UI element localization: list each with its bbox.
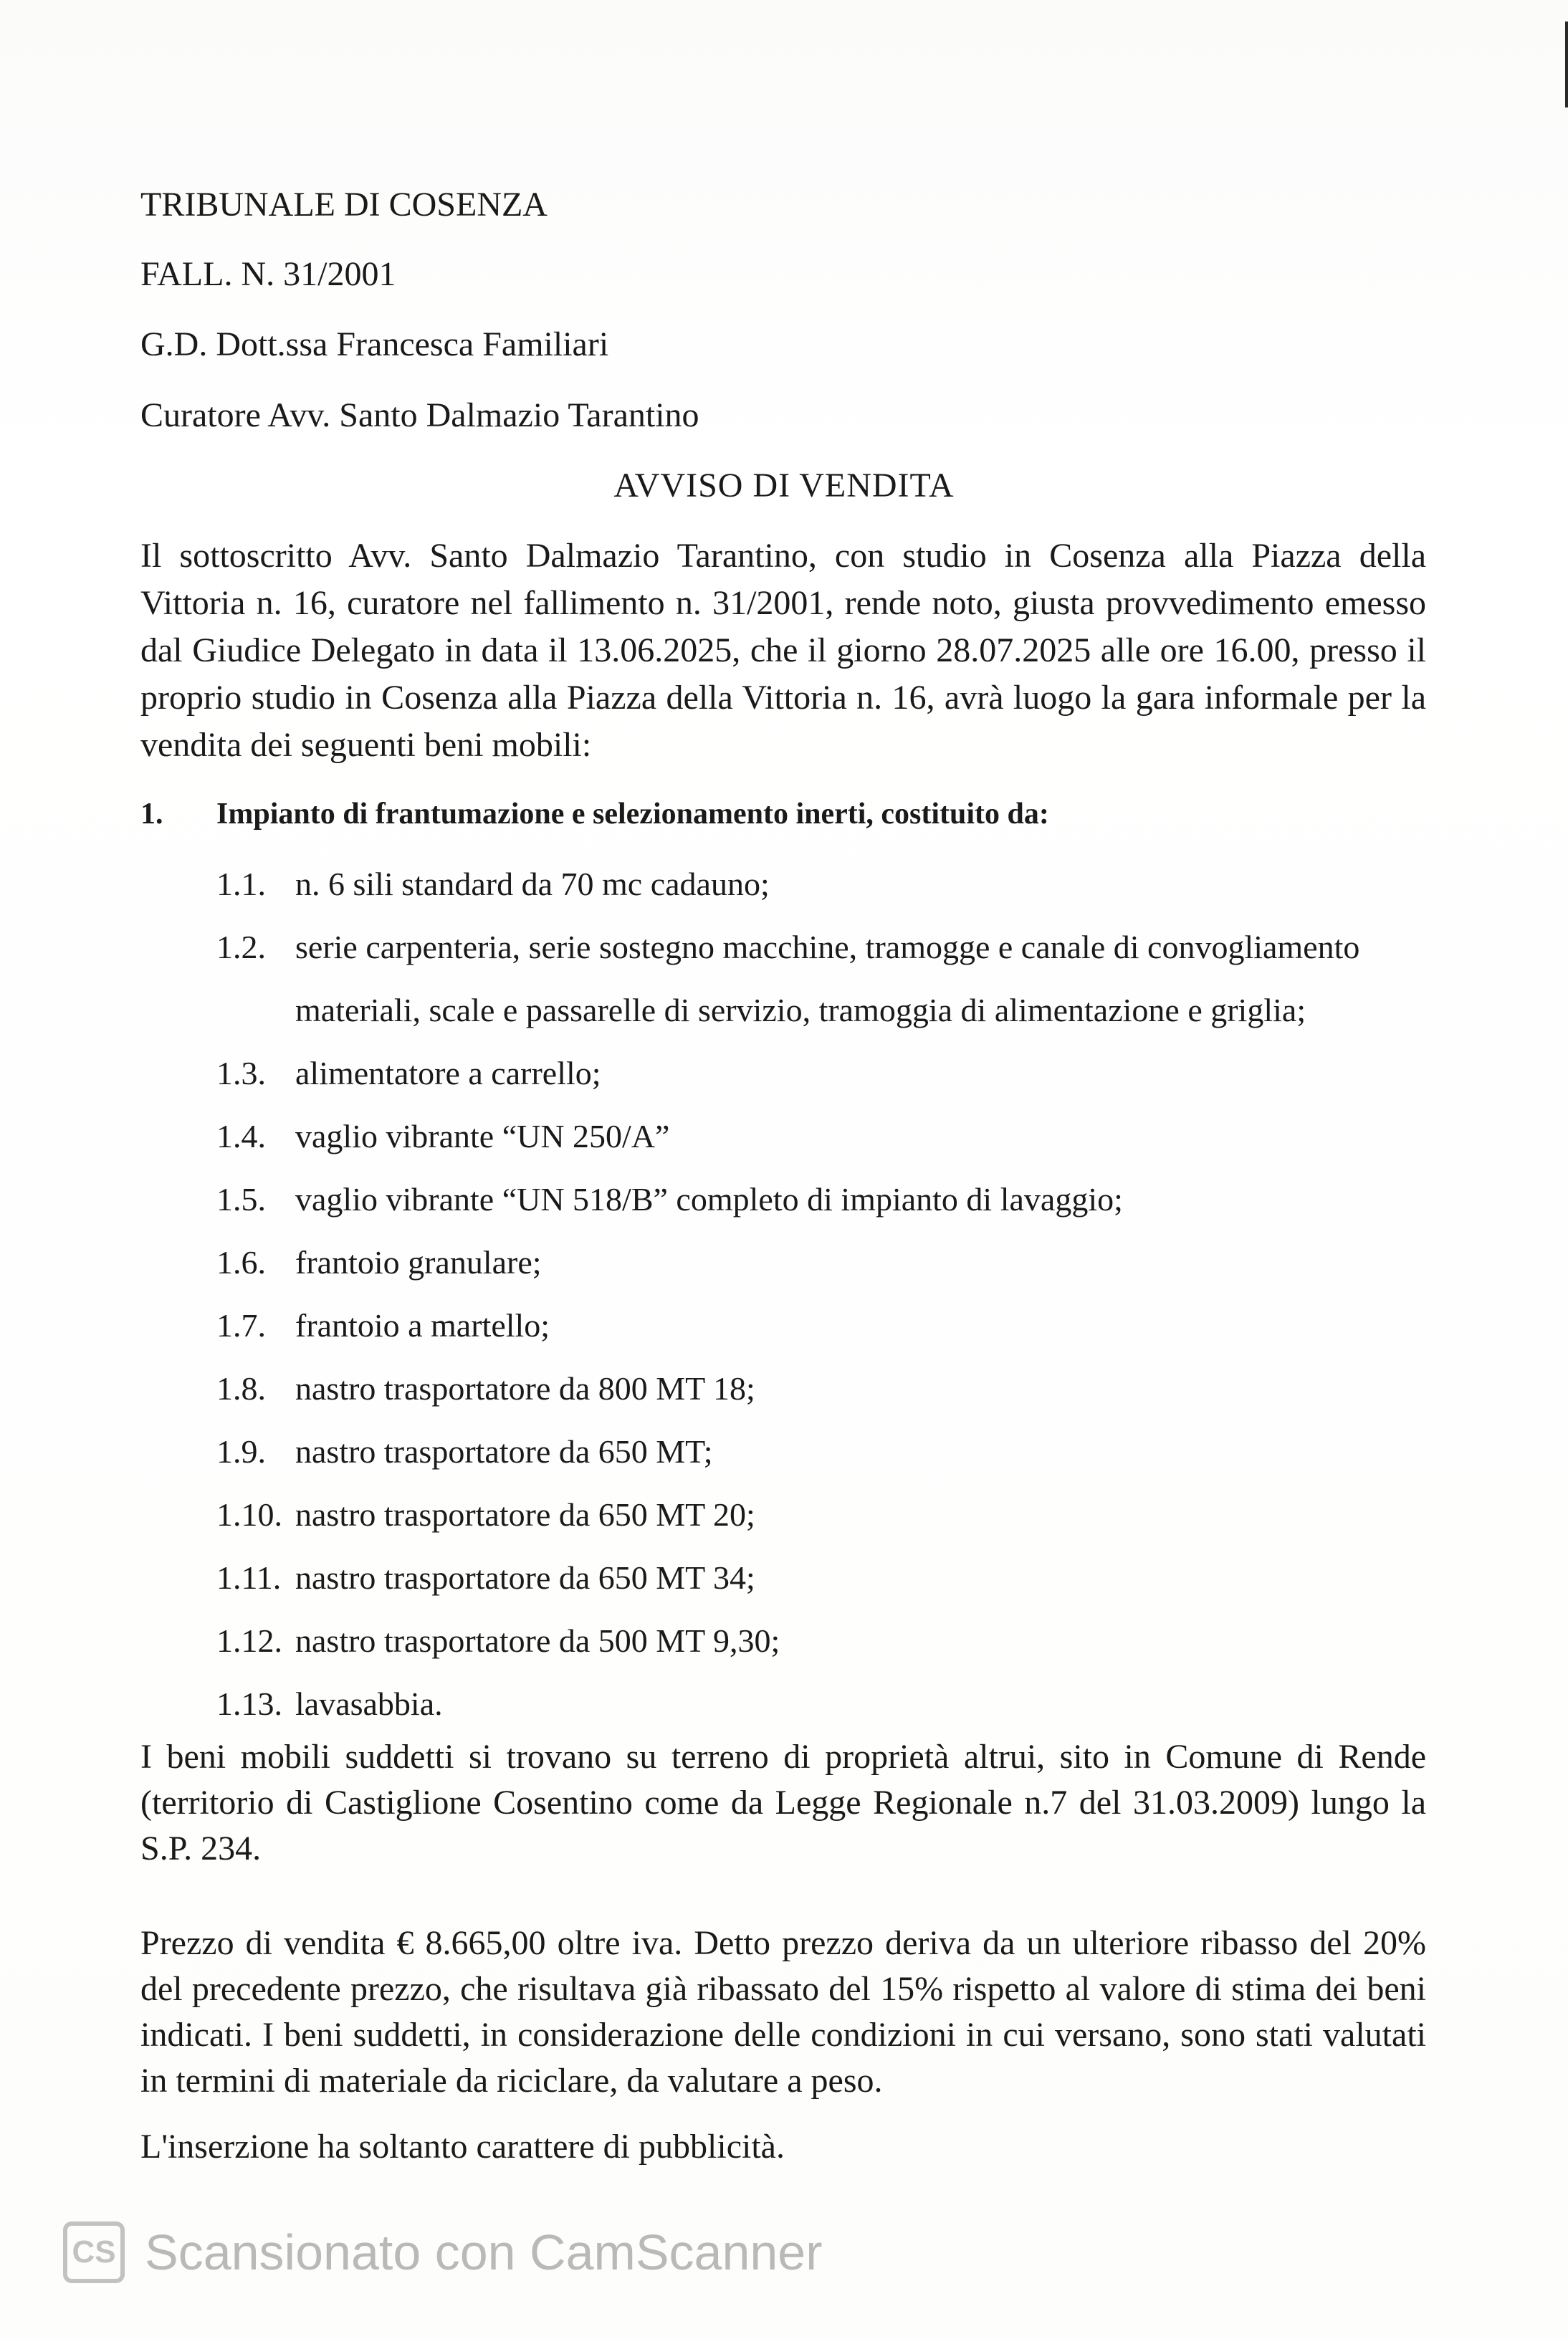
item-text: n. 6 sili standard da 70 mc cadauno; [295, 866, 770, 902]
item-number: 1.4. [216, 1118, 266, 1154]
page-edge-mark [1565, 21, 1568, 107]
item-text: nastro trasportatore da 800 MT 18; [295, 1370, 755, 1407]
item-text: vaglio vibrante “UN 250/A” [295, 1118, 670, 1154]
item-text: serie carpenteria, serie sostegno macchine, tramogge e canale di convogliamento materiali, scale e passarelle di servizio, tramoggia di alimentazione e griglia; [295, 929, 1360, 1028]
watermark-text: Scansionato con CamScanner [145, 2224, 823, 2280]
price-paragraph: Prezzo di vendita € 8.665,00 oltre iva. Detto prezzo deriva da un ulteriore ribasso del 20% del precedente prezzo, che risultava già ribassato del 15% rispetto al valore di stima dei beni indicati. I beni suddetti, in considerazione delle condizioni in cui versano, sono stati valutati in termini di materiale da riciclare, da valutare a peso. [140, 1924, 1426, 2100]
item-list [216, 853, 1449, 1736]
notice-title: AVVISO DI VENDITA [613, 467, 955, 504]
section-heading [140, 794, 1049, 834]
item-number: 1.5. [216, 1181, 266, 1218]
item-text: frantoio granulare; [295, 1244, 542, 1281]
list-item [216, 1673, 1449, 1736]
list-item [216, 1357, 1449, 1420]
disclaimer-paragraph: L'inserzione ha soltanto carattere di pubblicità. [140, 2128, 785, 2166]
item-number: 1.6. [216, 1244, 266, 1281]
list-item [216, 1042, 1449, 1105]
case-number: FALL. N. 31/2001 [140, 255, 396, 293]
item-number: 1.9. [216, 1433, 266, 1470]
item-number: 1.12. [216, 1622, 282, 1659]
list-item [216, 1231, 1449, 1294]
item-number: 1.13. [216, 1685, 282, 1722]
item-text: nastro trasportatore da 650 MT; [295, 1433, 713, 1470]
section-number: 1. [140, 798, 163, 831]
item-text: alimentatore a carrello; [295, 1055, 601, 1091]
curator-name: Curatore Avv. Santo Dalmazio Tarantino [140, 396, 699, 434]
item-number: 1.3. [216, 1055, 266, 1091]
list-item [216, 916, 1449, 1042]
list-item [216, 1294, 1449, 1357]
list-item [216, 853, 1449, 916]
list-item [216, 1420, 1449, 1483]
list-item [216, 1546, 1449, 1609]
item-number: 1.7. [216, 1307, 266, 1344]
item-text: frantoio a martello; [295, 1307, 550, 1344]
list-item [216, 1168, 1449, 1231]
item-number: 1.2. [216, 929, 266, 965]
section-title: Impianto di frantumazione e selezionamento inerti, costituito da: [216, 798, 1049, 831]
item-text: nastro trasportatore da 650 MT 34; [295, 1559, 755, 1596]
list-item [216, 1483, 1449, 1546]
intro-paragraph: Il sottoscritto Avv. Santo Dalmazio Tarantino, con studio in Cosenza alla Piazza della Vittoria n. 16, curatore nel fallimento n. 31/2001, rende noto, giusta provvedimento emesso dal Giudice Delegato in data il 13.06.2025, che il giorno 28.07.2025 alle ore 16.00, presso il proprio studio in Cosenza alla Piazza della Vittoria n. 16, avrà luogo la gara informale per la vendita dei seguenti beni mobili: [140, 537, 1426, 764]
court-name: TRIBUNALE DI COSENZA [140, 186, 548, 224]
item-number: 1.10. [216, 1496, 282, 1533]
camscanner-watermark [63, 2220, 823, 2285]
item-number: 1.1. [216, 866, 266, 902]
item-number: 1.11. [216, 1559, 282, 1596]
location-paragraph: I beni mobili suddetti si trovano su terreno di proprietà altrui, sito in Comune di Rende (territorio di Castiglione Cosentino come da Legge Regionale n.7 del 31.03.2009) lungo la S.P. 234. [140, 1738, 1426, 1867]
item-text: lavasabbia. [295, 1685, 443, 1722]
item-number: 1.8. [216, 1370, 266, 1407]
item-text: nastro trasportatore da 650 MT 20; [295, 1496, 755, 1533]
item-text: nastro trasportatore da 500 MT 9,30; [295, 1622, 780, 1659]
list-item [216, 1105, 1449, 1168]
judge-name: G.D. Dott.ssa Francesca Familiari [140, 325, 609, 363]
camscanner-logo-icon: CS [63, 2221, 125, 2283]
list-item [216, 1609, 1449, 1673]
item-text: vaglio vibrante “UN 518/B” completo di impianto di lavaggio; [295, 1181, 1123, 1218]
